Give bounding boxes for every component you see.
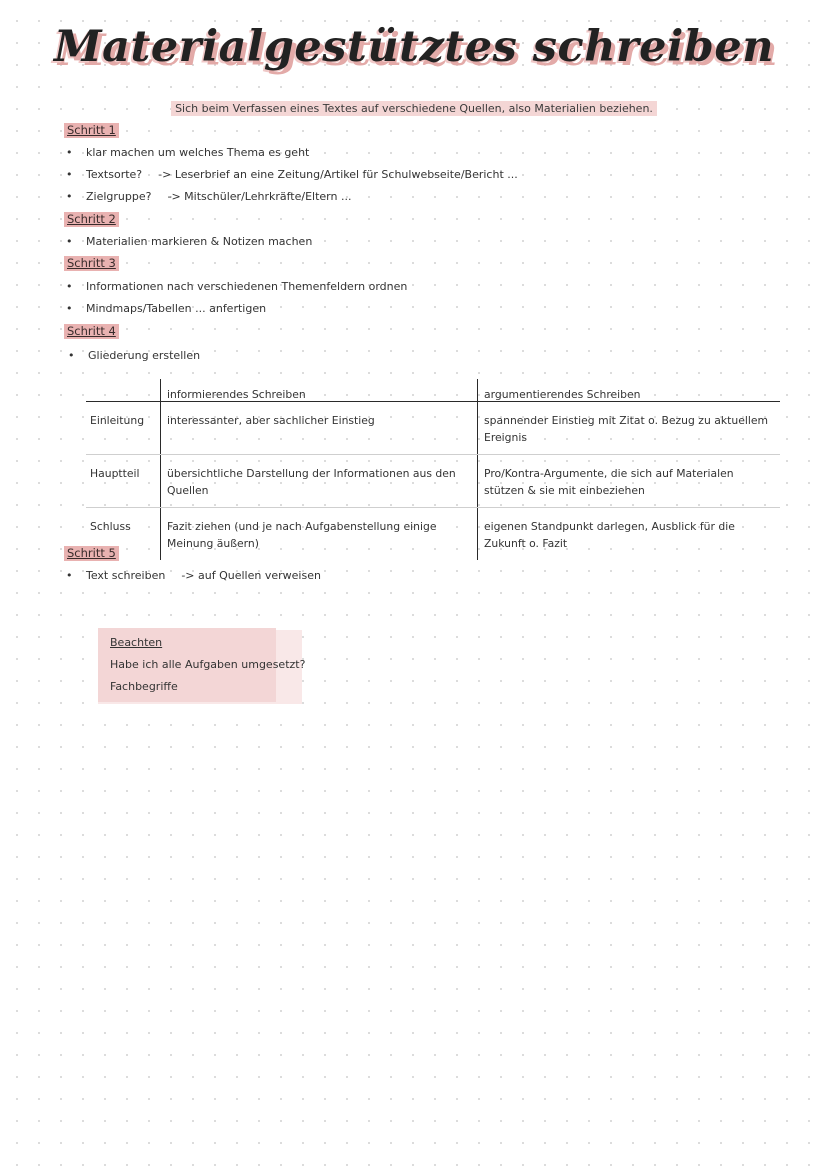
- subtitle: Sich beim Verfassen eines Textes auf verschiedene Quellen, also Materialien beziehen.: [171, 101, 657, 116]
- bullet-dot: •: [66, 280, 73, 293]
- bullet-arrow-text: -> auf Quellen verweisen: [181, 569, 321, 582]
- note-line: Habe ich alle Aufgaben umgesetzt?: [110, 658, 306, 671]
- bullet-dot: •: [66, 302, 73, 315]
- table-header-informierend: informierendes Schreiben: [161, 379, 478, 402]
- table-cell: Fazit ziehen (und je nach Aufgabenstellung einige Meinung äußern): [161, 508, 478, 561]
- bullet-text: Informationen nach verschiedenen Themenfeldern ordnen: [86, 280, 408, 293]
- table-cell: spannender Einstieg mit Zitat o. Bezug zu aktuellem Ereignis: [478, 402, 781, 455]
- table-row-label: Einleitung: [86, 402, 161, 455]
- step-3-item-2: [66, 302, 266, 316]
- table-row-label: Hauptteil: [86, 455, 161, 508]
- bullet-dot: •: [66, 190, 73, 203]
- table-cell: übersichtliche Darstellung der Informationen aus den Quellen: [161, 455, 478, 508]
- step-1-item-3: [66, 190, 351, 204]
- bullet-dot: •: [66, 146, 73, 159]
- bullet-text: klar machen um welches Thema es geht: [86, 146, 310, 159]
- bullet-arrow-text: -> Leserbrief an eine Zeitung/Artikel für Schulwebseite/Bericht ...: [158, 168, 518, 181]
- table-cell: eigenen Standpunkt darlegen, Ausblick für die Zukunft o. Fazit: [478, 508, 781, 561]
- step-1-item-1: [66, 146, 309, 160]
- bullet-text: Text schreiben: [86, 569, 166, 582]
- step-1-heading: Schritt 1: [64, 123, 119, 138]
- table-cell: Pro/Kontra-Argumente, die sich auf Materialen stützen & sie mit einbeziehen: [478, 455, 781, 508]
- bullet-text: Materialien markieren & Notizen machen: [86, 235, 313, 248]
- step-4-heading: Schritt 4: [64, 324, 119, 339]
- table-row-label: Schluss: [90, 520, 131, 533]
- step-3-item-1: [66, 280, 407, 294]
- note-heading: Beachten: [110, 636, 163, 649]
- step-3-heading: Schritt 3: [64, 256, 119, 271]
- table-header-argumentierend: argumentierendes Schreiben: [478, 379, 781, 402]
- subtitle-wrap: [0, 97, 828, 116]
- bullet-text: Gliederung erstellen: [88, 349, 201, 362]
- table-row: [86, 455, 780, 508]
- table-header-empty: [86, 379, 161, 402]
- table-cell: interessanter, aber sachlicher Einstieg: [161, 402, 478, 455]
- bullet-text: Mindmaps/Tabellen ... anfertigen: [86, 302, 267, 315]
- outline-table: [86, 379, 780, 560]
- bullet-text: Textsorte?: [86, 168, 143, 181]
- step-4-item-1: [68, 349, 200, 363]
- step-2-heading: Schritt 2: [64, 212, 119, 227]
- table-header-row: [86, 379, 780, 402]
- bullet-arrow-text: -> Mitschüler/Lehrkräfte/Eltern ...: [167, 190, 352, 203]
- bullet-dot: •: [66, 569, 73, 582]
- step-5-item-1: [66, 569, 321, 583]
- step-5-heading: Schritt 5: [64, 546, 119, 561]
- step-1-item-2: [66, 168, 518, 182]
- step-2-item-1: [66, 235, 312, 249]
- page-title: Materialgestütztes schreiben: [54, 22, 774, 72]
- note-line: Fachbegriffe: [110, 680, 178, 693]
- table-row: [86, 402, 780, 455]
- bullet-dot: •: [66, 235, 73, 248]
- bullet-dot: •: [66, 168, 73, 181]
- bullet-text: Zielgruppe?: [86, 190, 152, 203]
- table-row: [86, 508, 780, 561]
- bullet-dot: •: [68, 349, 75, 362]
